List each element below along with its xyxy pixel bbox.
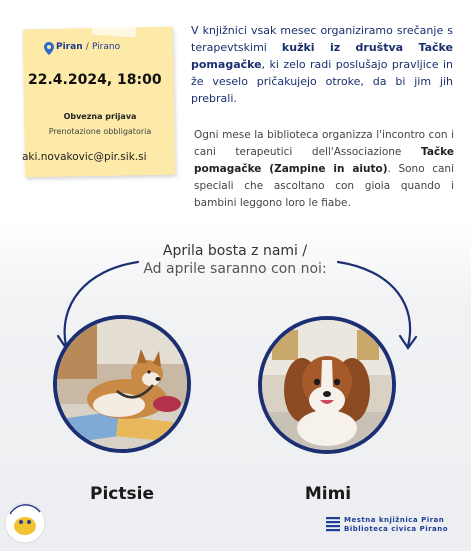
dog-photo-mimi bbox=[258, 316, 396, 454]
heading-slovene: Aprila bosta z nami / bbox=[162, 243, 308, 259]
dog-photo-pictsie bbox=[53, 315, 191, 453]
library-name-it: Biblioteca civica Pirano bbox=[344, 525, 449, 533]
location-sl: Piran bbox=[56, 42, 83, 52]
description-sl-part2: , ki zelo radi poslušajo pravljice in že veselo pričakujejo otroke, da bi jim jih prebrali. bbox=[191, 58, 453, 105]
description-sl-bold: kužki iz društva Tačke pomagačke bbox=[191, 41, 453, 71]
library-logo-icon bbox=[326, 516, 340, 532]
location-it: Pirano bbox=[91, 42, 121, 52]
event-datetime: 22.4.2024, 18:00 bbox=[28, 72, 162, 88]
description-it-bold: Tačke pomagačke (Zampine in aiuto) bbox=[194, 146, 454, 175]
location-separator: / bbox=[85, 42, 89, 52]
description-sl-part1: V knjižnici vsak mesec organiziramo srečanje s terapevtskimi bbox=[191, 24, 453, 54]
library-name bbox=[344, 516, 448, 534]
description-it-part1: Ogni mese la biblioteca organizza l'incontro con i cani terapeutici dell'Associazione bbox=[194, 129, 454, 158]
library-name-sl: Mestna knjižnica Piran bbox=[344, 516, 445, 524]
tacke-pomagacke-logo bbox=[2, 500, 48, 546]
heading-italian: Ad aprile saranno con noi: bbox=[143, 261, 327, 277]
dog-name-pictsie: Pictsie bbox=[90, 484, 154, 504]
contact-email[interactable]: aki.novakovic@pir.sik.si bbox=[22, 151, 147, 163]
registration-required-it: Prenotazione obbligatoria bbox=[48, 127, 152, 136]
registration-required-sl: Obvezna prijava bbox=[63, 112, 137, 121]
dog-name-mimi: Mimi bbox=[304, 484, 352, 504]
description-it-part2: . Sono cani speciali che ascoltano con gioia quando i bambini leggono loro le fiabe. bbox=[194, 163, 454, 209]
